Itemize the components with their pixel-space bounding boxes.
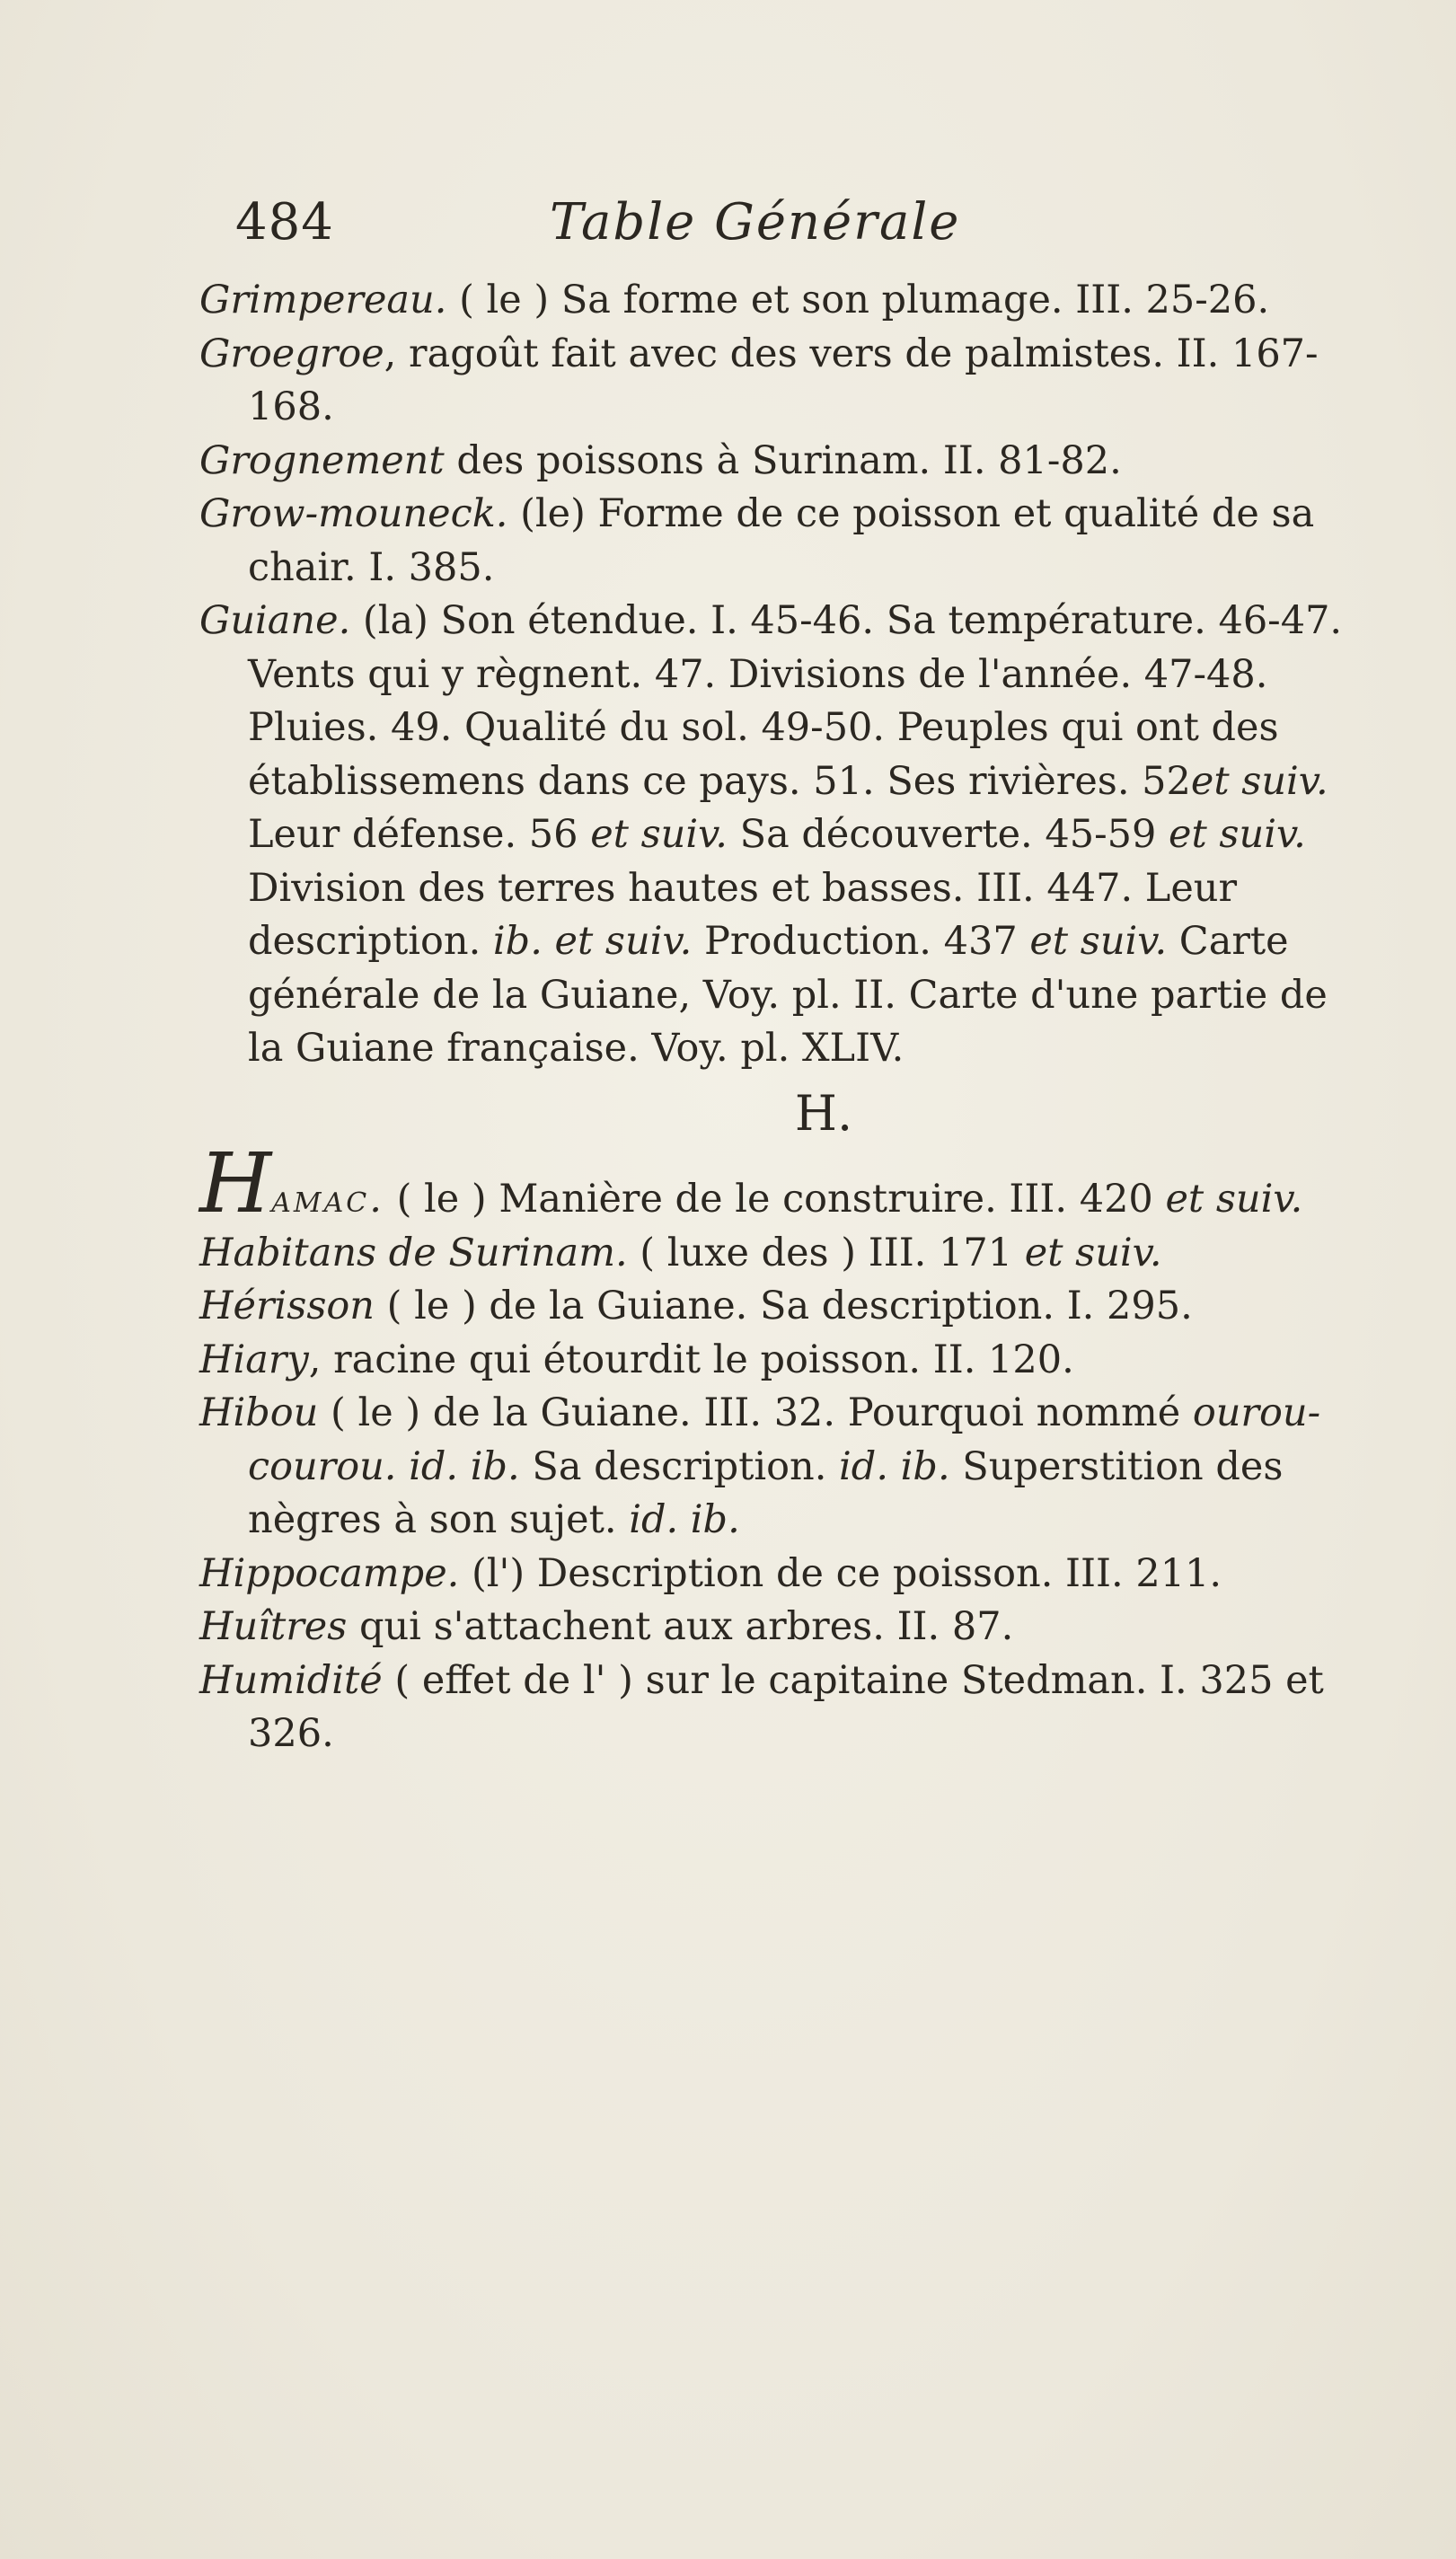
- entry-text: , ragoût fait avec des vers de palmistes. II. 167-168.: [248, 331, 1319, 429]
- entry-text: qui s'attachent aux arbres. II. 87.: [347, 1604, 1014, 1649]
- entry-text: (l') Description de ce poisson. III. 211.: [459, 1550, 1222, 1596]
- entry-term: Habitans de Surinam.: [199, 1230, 628, 1275]
- entry-italic: et suiv.: [1190, 758, 1328, 804]
- section-letter-h: H.: [794, 1084, 853, 1142]
- entry-term: Humidité: [199, 1657, 383, 1703]
- entry-term: Grimpereau.: [199, 278, 447, 322]
- index-entry-groegroe: [199, 328, 1367, 435]
- entry-italic: et suiv.: [1165, 1177, 1303, 1222]
- entry-text: (la) Son étendue. I. 45-46. Sa température. 46-47. Vents qui y règnent. 47. Divisions de l'année. 47-48. Pluies. 49. Qualité du sol. 49-50. Peuples qui ont des établissemens dans ce pays. 51. Ses rivières. 52: [248, 598, 1343, 804]
- entry-italic: et suiv.: [590, 812, 728, 857]
- entry-italic: et suiv.: [1024, 1230, 1162, 1275]
- entry-text: , racine qui étourdit le poisson. II. 120.: [308, 1337, 1074, 1382]
- entry-text: Carte générale de la Guiane, Voy. pl. II. Carte d'une partie de la Guiane française. Voy. pl. XLIV.: [248, 919, 1328, 1071]
- index-entry-huitres: [199, 1601, 1367, 1655]
- entry-italic: et suiv.: [1169, 812, 1306, 857]
- entry-text: ( le ) Manière de le construire. III. 420: [384, 1177, 1166, 1222]
- entry-term: Grognement: [199, 437, 445, 483]
- entry-term: Huîtres: [199, 1604, 348, 1649]
- entry-text: ( le ) Sa forme et son plumage. III. 25-26.: [446, 278, 1270, 322]
- page-header: [235, 193, 1277, 265]
- index-entry-habitans: [199, 1227, 1367, 1281]
- index-entry-grow-mouneck: [199, 488, 1367, 595]
- entry-text: (le) Forme de ce poisson et qualité de sa chair. I. 385.: [248, 491, 1315, 590]
- entry-term: amac.: [271, 1177, 384, 1222]
- entry-text: Production. 437: [692, 919, 1030, 964]
- entry-term: Guiane.: [199, 598, 351, 643]
- index-body: [199, 274, 1367, 1761]
- entry-text: Leur défense. 56: [248, 812, 591, 857]
- entry-italic: ourou-courou. id. ib.: [248, 1390, 1321, 1489]
- index-entry-herisson: [199, 1280, 1367, 1334]
- index-entry-guiane: [199, 595, 1367, 1076]
- entry-term: Hiary: [199, 1337, 309, 1382]
- running-title: Table Générale: [550, 193, 961, 251]
- index-entry-hiary: [199, 1334, 1367, 1388]
- entry-text: Division des terres hautes et basses. III. 447. Leur description.: [248, 865, 1238, 964]
- entry-italic: id. ib.: [839, 1443, 950, 1489]
- entry-term: Grow-mouneck.: [199, 491, 508, 536]
- entry-italic: ib. et suiv.: [492, 919, 693, 964]
- index-entry-grognement: [199, 435, 1367, 489]
- drop-cap: H: [199, 1135, 272, 1231]
- index-entry-hippocampe: [199, 1548, 1367, 1602]
- entry-text: ( luxe des ) III. 171: [627, 1230, 1025, 1275]
- entry-text: ( le ) de la Guiane. Sa description. I. 295.: [374, 1284, 1193, 1328]
- entry-text: Sa découverte. 45-59: [727, 812, 1169, 857]
- entry-italic: et suiv.: [1029, 919, 1168, 964]
- entry-text: Superstition des nègres à son sujet.: [248, 1443, 1284, 1542]
- entry-text: ( effet de l' ) sur le capitaine Stedman. I. 325 et 326.: [248, 1657, 1324, 1756]
- entry-text: Sa description.: [519, 1443, 840, 1489]
- entry-term: Groegroe: [199, 331, 384, 376]
- entry-term: Hérisson: [199, 1284, 375, 1328]
- page-number: 484: [235, 193, 334, 251]
- entry-text: des poissons à Surinam. II. 81-82.: [444, 437, 1122, 483]
- entry-term: Hibou: [199, 1390, 319, 1435]
- entry-text: ( le ) de la Guiane. III. 32. Pourquoi nommé: [318, 1390, 1193, 1435]
- index-entry-humidite: [199, 1655, 1367, 1761]
- entry-term: Hippocampe.: [199, 1550, 460, 1596]
- entry-italic: id. ib.: [629, 1497, 740, 1542]
- index-entry-grimpereau: [199, 274, 1367, 328]
- index-entry-hibou: [199, 1387, 1367, 1548]
- index-entry-hamac: [199, 1135, 1367, 1231]
